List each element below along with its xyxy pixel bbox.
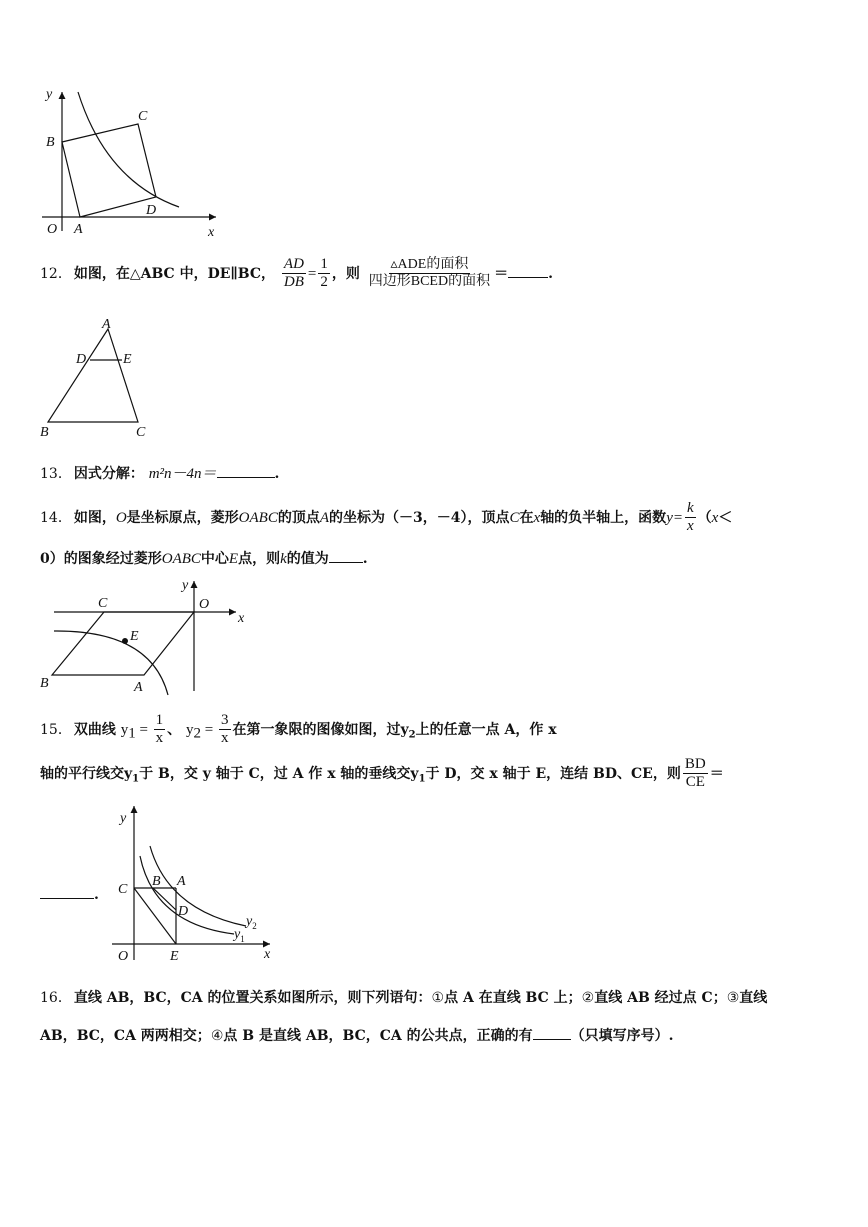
question-text: 点 B 是直线 AB，BC，CA 的公共点，正确的有 [223,1028,533,1044]
rhombus-oabc [52,612,194,675]
question-text: 的值为 [286,551,329,567]
math-var: y [410,765,419,782]
curve-y2 [150,846,246,926]
fraction-denominator: x [155,730,164,747]
subscript: 2 [408,729,416,741]
answer-blank[interactable] [40,884,94,899]
label-d: D [146,203,157,218]
period: . [94,887,99,903]
period: . [548,265,553,282]
math-var: E [228,551,239,567]
question-14-line-2 [40,548,368,568]
answer-blank[interactable] [533,1025,571,1040]
question-15-line-2 [40,756,724,792]
equals-sign: = [135,721,152,738]
label-a: A [177,874,186,889]
label-y: y [182,578,189,593]
label-y1-subscript: 1 [240,934,245,944]
fraction-denominator: CE [685,774,705,791]
fraction-one-half [318,256,330,292]
label-o: O [47,222,58,237]
segment-ce [134,888,176,944]
separator: 、 [167,721,182,738]
question-text: 在第一象限的图像如图，过 [232,721,401,738]
label-e: E [123,352,132,367]
math-var: x [533,509,541,526]
question-text: 轴的负半轴上，函数 [540,509,667,526]
fraction-numerator: 3 [219,712,231,730]
question-text: 的顶点 [277,509,320,526]
question-12 [40,256,553,292]
question-text: 在 [519,509,534,526]
question-13 [40,463,279,483]
question-number: 13． [40,466,72,482]
label-y2-letter: y [246,914,253,929]
figure-q11-square-hyperbola [36,86,226,241]
answer-blank[interactable] [329,548,363,563]
question-number: 12． [40,265,72,282]
label-c: C [98,596,108,611]
label-b: B [40,425,49,440]
label-b: B [46,135,55,150]
question-text: 因式分解： [73,466,144,482]
question-text: 点 A 在直线 BC 上； [444,990,582,1006]
hyperbola-curve [78,92,179,207]
question-number: 14． [40,509,72,526]
question-text: 于 D，交 x 轴于 E，连结 BD、CE，则 [425,765,681,782]
question-text: 直线 [739,990,768,1006]
fraction-1-over-x [154,712,166,748]
question-16-line-2 [40,1025,674,1045]
question-text: 于 B，交 y 轴于 C，过 A 作 x 轴的垂线交 [139,765,411,782]
circled-number: ③ [726,990,740,1006]
math-var: x [711,509,719,526]
label-a: A [74,222,83,237]
math-var: y [400,721,409,738]
equals-sign: ＝ [494,265,509,282]
question-15-answer [40,884,99,904]
math-expression: m²n－4n＝ [148,466,217,482]
question-text: 直线 AB 经过点 C； [594,990,727,1006]
label-y: y [46,87,53,102]
question-text: 的坐标为（－3，－4），顶点 [329,509,510,526]
fraction-denominator: x [221,730,229,747]
label-c: C [136,425,146,440]
figure-q14-rhombus [36,575,256,697]
label-o: O [199,597,210,612]
fraction-k-over-x [685,500,696,536]
question-text: 0）的图象经过菱形 [40,551,162,567]
subscript: 1 [128,725,136,742]
answer-blank[interactable] [508,263,548,278]
label-c: C [118,882,128,897]
fraction-numerator: k [685,500,696,518]
point-e [122,638,128,644]
math-var: A [319,509,330,526]
fraction-numerator: AD [282,256,306,274]
answer-blank[interactable] [217,463,275,478]
math-var: OABC [161,551,201,567]
math-var: C [509,509,520,526]
fraction-numerator: 1 [318,256,330,274]
question-text: 点，则 [238,551,281,567]
question-text: 如图， [73,509,116,526]
label-y1 [232,927,245,944]
triangle-abc [48,329,138,422]
question-16-line-1 [40,990,767,1007]
math-var: OABC [238,509,278,526]
label-y: y [120,811,127,826]
label-d: D [76,352,87,367]
question-text: 是坐标原点，菱形 [126,509,239,526]
equals-sign: = [307,265,317,282]
question-text: （ [697,509,712,526]
label-o: O [118,949,129,964]
fraction-area-ratio [367,257,492,290]
fraction-denominator: 四边形BCED的面积 [368,274,491,290]
figure-q15-hyperbolas [108,800,278,965]
fraction-numerator: BD [683,756,708,774]
label-y2-subscript: 2 [252,921,257,931]
label-b: B [40,676,49,691]
fraction-bd-over-ce [683,756,708,792]
question-text: ＜ [718,509,733,526]
square-abcd [62,124,156,217]
segment-bd [153,888,176,910]
subscript: 1 [132,773,140,785]
label-y1-letter: y [234,927,241,942]
question-text: AB，BC，CA 两两相交； [40,1028,211,1044]
question-text: 如图，在△ABC 中，DE∥BC， [73,265,276,282]
question-number: 16． [40,990,72,1006]
fraction-ad-db [282,256,306,292]
question-text: 轴的平行线交 [40,765,124,782]
question-15-line-1 [40,712,557,748]
label-e: E [170,949,179,964]
label-a: A [134,680,143,695]
fraction-numerator: ▵ADE的面积 [389,257,471,274]
circled-number: ① [431,990,445,1006]
math-var: y [120,721,129,738]
hyperbola-curve [54,631,168,695]
question-14-line-1 [40,500,732,536]
math-var: y [186,721,194,738]
question-text: 中心 [200,551,229,567]
fraction-denominator: x [686,518,694,535]
curve-y1 [140,856,234,934]
question-text: 上的任意一点 A，作 x [415,721,557,738]
math-var: O [115,509,127,526]
question-text: 直线 AB，BC，CA 的位置关系如图所示，则下列语句： [73,990,432,1006]
period: . [362,551,368,567]
subscript: 1 [418,773,426,785]
label-e: E [130,629,139,644]
equals-sign: ＝ [709,765,724,782]
fraction-denominator: DB [283,274,304,291]
period: . [274,466,280,482]
subscript: 2 [193,725,202,742]
label-d: D [178,904,189,919]
fraction-numerator: 1 [154,712,166,730]
question-text: ，则 [331,265,360,282]
label-x: x [238,611,245,626]
math-var: k [280,551,287,567]
fraction-3-over-x [219,712,231,748]
figure-q12-triangle [36,318,156,440]
question-text: （只填写序号）. [570,1028,674,1044]
question-text: 双曲线 [73,721,116,738]
label-a: A [102,318,111,332]
label-b: B [152,874,161,889]
circled-number: ④ [210,1028,224,1044]
question-number: 15． [40,721,72,738]
label-x: x [264,947,271,962]
label-y2 [244,914,257,931]
label-c: C [138,109,148,124]
fraction-denominator: 2 [320,274,328,291]
circled-number: ② [581,990,595,1006]
label-x: x [208,225,215,240]
math-var: y [124,765,133,782]
math-var: y= [666,509,683,526]
equals-sign: = [201,721,218,738]
